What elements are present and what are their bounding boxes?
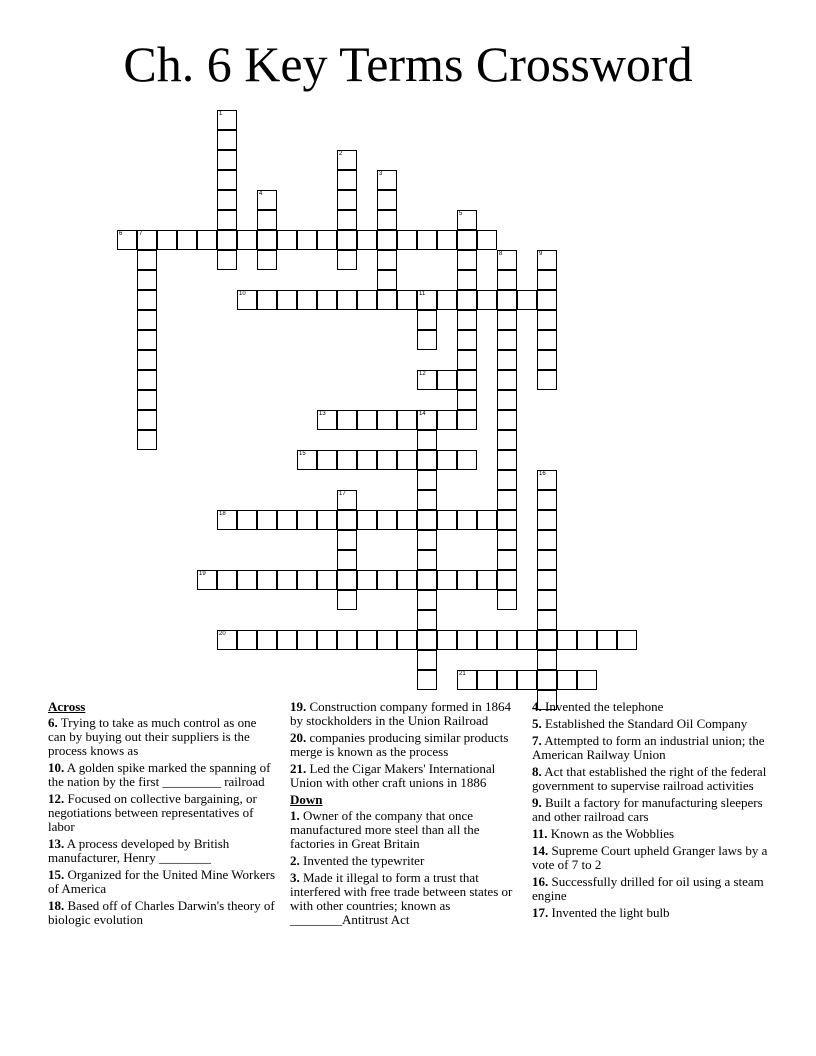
clue-item — [532, 765, 772, 793]
grid-cell[interactable] — [417, 510, 437, 530]
grid-cell[interactable] — [237, 230, 257, 250]
grid-cell[interactable] — [337, 450, 357, 470]
grid-cell[interactable] — [457, 350, 477, 370]
grid-cell[interactable] — [277, 510, 297, 530]
clues-column-2 — [290, 700, 526, 930]
clue-number: 16 — [539, 471, 546, 477]
grid-cell[interactable] — [137, 230, 157, 250]
grid-cell[interactable] — [357, 570, 377, 590]
grid-cell[interactable] — [417, 230, 437, 250]
grid-cell[interactable] — [297, 290, 317, 310]
grid-cell[interactable] — [537, 650, 557, 670]
across-header: Across — [48, 699, 86, 714]
grid-cell[interactable] — [217, 170, 237, 190]
grid-cell[interactable] — [537, 670, 557, 690]
grid-cell[interactable] — [337, 290, 357, 310]
grid-cell[interactable] — [457, 390, 477, 410]
grid-cell[interactable] — [257, 230, 277, 250]
clue-number-label: 5. — [532, 716, 542, 731]
clue-text: companies producing similar products merge is known as the process — [290, 730, 509, 759]
clue-number-label: 21. — [290, 761, 307, 776]
grid-cell[interactable] — [497, 310, 517, 330]
clue-number-label: 1. — [290, 808, 300, 823]
grid-cell[interactable] — [317, 630, 337, 650]
clue-text: Supreme Court upheld Granger laws by a vote of 7 to 2 — [532, 843, 768, 872]
grid-cell[interactable] — [457, 370, 477, 390]
grid-cell[interactable] — [537, 610, 557, 630]
grid-cell[interactable] — [277, 630, 297, 650]
grid-cell[interactable] — [377, 270, 397, 290]
grid-cell[interactable] — [317, 290, 337, 310]
grid-cell[interactable] — [417, 570, 437, 590]
grid-cell[interactable] — [297, 570, 317, 590]
grid-cell[interactable] — [457, 670, 477, 690]
grid-cell[interactable] — [137, 330, 157, 350]
clues-column-1 — [48, 700, 276, 930]
grid-cell[interactable] — [317, 510, 337, 530]
clue-item — [532, 827, 772, 841]
grid-cell[interactable] — [597, 630, 617, 650]
grid-cell[interactable] — [537, 630, 557, 650]
clue-item — [48, 792, 276, 834]
grid-cell[interactable] — [477, 230, 497, 250]
grid-cell[interactable] — [417, 630, 437, 650]
grid-cell[interactable] — [417, 290, 437, 310]
clue-number: 18 — [219, 511, 226, 517]
grid-cell[interactable] — [497, 430, 517, 450]
clue-text: Attempted to form an industrial union; the American Railway Union — [532, 733, 765, 762]
grid-cell[interactable] — [377, 450, 397, 470]
grid-cell[interactable] — [137, 370, 157, 390]
grid-cell[interactable] — [497, 250, 517, 270]
grid-cell[interactable] — [337, 490, 357, 510]
clue-text: A process developed by British manufacturer, Henry ________ — [48, 836, 230, 865]
grid-cell[interactable] — [397, 510, 417, 530]
grid-cell[interactable] — [457, 330, 477, 350]
clue-item — [290, 762, 526, 790]
grid-cell[interactable] — [257, 250, 277, 270]
clue-number: 3 — [379, 171, 383, 177]
clue-number-label: 19. — [290, 699, 307, 714]
clue-number: 19 — [199, 571, 206, 577]
grid-cell[interactable] — [217, 630, 237, 650]
clue-item — [48, 868, 276, 896]
grid-cell[interactable] — [137, 350, 157, 370]
grid-cell[interactable] — [537, 310, 557, 330]
clue-item — [48, 899, 276, 927]
grid-cell[interactable] — [397, 450, 417, 470]
clue-item — [532, 717, 772, 731]
grid-cell[interactable] — [417, 550, 437, 570]
grid-cell[interactable] — [537, 250, 557, 270]
grid-cell[interactable] — [297, 230, 317, 250]
grid-cell[interactable] — [497, 330, 517, 350]
grid-cell[interactable] — [537, 550, 557, 570]
grid-cell[interactable] — [397, 630, 417, 650]
grid-cell[interactable] — [417, 670, 437, 690]
grid-cell[interactable] — [497, 510, 517, 530]
clue-text: Invented the light bulb — [551, 905, 670, 920]
clue-number-label: 8. — [532, 764, 542, 779]
grid-cell[interactable] — [397, 570, 417, 590]
grid-cell[interactable] — [417, 590, 437, 610]
grid-cell[interactable] — [357, 290, 377, 310]
grid-cell[interactable] — [517, 630, 537, 650]
grid-cell[interactable] — [237, 290, 257, 310]
grid-cell[interactable] — [417, 490, 437, 510]
grid-cell[interactable] — [417, 450, 437, 470]
grid-cell[interactable] — [497, 470, 517, 490]
grid-cell[interactable] — [497, 550, 517, 570]
clue-text: Invented the telephone — [545, 699, 664, 714]
clue-number-label: 7. — [532, 733, 542, 748]
grid-cell[interactable] — [497, 350, 517, 370]
grid-cell[interactable] — [437, 370, 457, 390]
clue-number: 21 — [459, 671, 466, 677]
grid-cell[interactable] — [377, 210, 397, 230]
clue-item — [532, 700, 772, 714]
clue-text: Made it illegal to form a trust that interfered with free trade between states or with other countries; known as ________Antitrust Act — [290, 870, 513, 927]
grid-cell[interactable] — [477, 670, 497, 690]
grid-cell[interactable] — [377, 510, 397, 530]
grid-cell[interactable] — [137, 410, 157, 430]
grid-cell[interactable] — [497, 490, 517, 510]
clue-text: Invented the typewriter — [303, 853, 425, 868]
grid-cell[interactable] — [277, 290, 297, 310]
grid-cell[interactable] — [217, 150, 237, 170]
grid-cell[interactable] — [377, 250, 397, 270]
grid-cell[interactable] — [357, 630, 377, 650]
grid-cell[interactable] — [337, 590, 357, 610]
clue-text: Successfully drilled for oil using a steam engine — [532, 874, 764, 903]
grid-cell[interactable] — [137, 290, 157, 310]
clue-text: Established the Standard Oil Company — [545, 716, 748, 731]
clue-text: Trying to take as much control as one can by buying out their suppliers is the process knows as — [48, 715, 257, 758]
grid-cell[interactable] — [297, 510, 317, 530]
grid-cell[interactable] — [457, 450, 477, 470]
grid-cell[interactable] — [317, 450, 337, 470]
grid-cell[interactable] — [137, 310, 157, 330]
grid-cell[interactable] — [417, 610, 437, 630]
grid-cell[interactable] — [217, 230, 237, 250]
grid-cell[interactable] — [337, 550, 357, 570]
grid-cell[interactable] — [457, 230, 477, 250]
grid-cell[interactable] — [457, 510, 477, 530]
grid-cell[interactable] — [577, 630, 597, 650]
grid-cell[interactable] — [457, 210, 477, 230]
clue-number: 9 — [539, 251, 543, 257]
clue-text: Based off of Charles Darwin's theory of biologic evolution — [48, 898, 275, 927]
clue-number-label: 14. — [532, 843, 549, 858]
grid-cell[interactable] — [497, 570, 517, 590]
grid-cell[interactable] — [337, 530, 357, 550]
clue-item — [290, 731, 526, 759]
clue-number-label: 16. — [532, 874, 549, 889]
grid-cell[interactable] — [417, 650, 437, 670]
clue-number: 4 — [259, 191, 263, 197]
grid-cell[interactable] — [537, 270, 557, 290]
grid-cell[interactable] — [537, 530, 557, 550]
grid-cell[interactable] — [377, 230, 397, 250]
clue-number: 5 — [459, 211, 463, 217]
clue-item — [48, 761, 276, 789]
grid-cell[interactable] — [177, 230, 197, 250]
clue-number: 2 — [339, 151, 343, 157]
clue-number: 12 — [419, 371, 426, 377]
grid-cell[interactable] — [317, 230, 337, 250]
grid-cell[interactable] — [237, 570, 257, 590]
grid-cell[interactable] — [537, 570, 557, 590]
clue-text: Act that established the right of the federal government to supervise railroad activities — [532, 764, 767, 793]
clue-text: Focused on collective bargaining, or negotiations between representatives of labor — [48, 791, 257, 834]
grid-cell[interactable] — [537, 290, 557, 310]
grid-cell[interactable] — [617, 630, 637, 650]
clue-item — [48, 837, 276, 865]
grid-cell[interactable] — [457, 310, 477, 330]
grid-cell[interactable] — [317, 570, 337, 590]
grid-cell[interactable] — [337, 210, 357, 230]
clue-text: Organized for the United Mine Workers of America — [48, 867, 275, 896]
grid-cell[interactable] — [457, 270, 477, 290]
grid-cell[interactable] — [257, 190, 277, 210]
grid-cell[interactable] — [417, 430, 437, 450]
clue-item — [532, 796, 772, 824]
clue-number: 1 — [219, 111, 223, 117]
grid-cell[interactable] — [357, 510, 377, 530]
grid-cell[interactable] — [337, 570, 357, 590]
grid-cell[interactable] — [537, 350, 557, 370]
grid-cell[interactable] — [537, 490, 557, 510]
grid-cell[interactable] — [217, 210, 237, 230]
clue-number-label: 20. — [290, 730, 307, 745]
grid-cell[interactable] — [377, 630, 397, 650]
grid-cell[interactable] — [337, 410, 357, 430]
grid-cell[interactable] — [497, 530, 517, 550]
clue-text: Construction company formed in 1864 by stockholders in the Union Railroad — [290, 699, 511, 728]
clue-item — [532, 844, 772, 872]
clue-number: 6 — [119, 231, 123, 237]
grid-cell[interactable] — [257, 570, 277, 590]
clue-number-label: 6. — [48, 715, 58, 730]
grid-cell[interactable] — [417, 470, 437, 490]
grid-cell[interactable] — [497, 390, 517, 410]
grid-cell[interactable] — [417, 410, 437, 430]
grid-cell[interactable] — [277, 570, 297, 590]
grid-cell[interactable] — [437, 510, 457, 530]
grid-cell[interactable] — [137, 250, 157, 270]
clue-item — [48, 716, 276, 758]
grid-cell[interactable] — [457, 290, 477, 310]
grid-cell[interactable] — [537, 330, 557, 350]
clue-text: Known as the Wobblies — [550, 826, 675, 841]
grid-cell[interactable] — [337, 170, 357, 190]
clue-text: A golden spike marked the spanning of the nation by the first _________ railroad — [48, 760, 271, 789]
grid-cell[interactable] — [457, 630, 477, 650]
clue-number-label: 10. — [48, 760, 65, 775]
clue-number-label: 18. — [48, 898, 65, 913]
grid-cell[interactable] — [397, 230, 417, 250]
grid-cell[interactable] — [117, 230, 137, 250]
clue-number: 8 — [499, 251, 503, 257]
grid-cell[interactable] — [197, 230, 217, 250]
clue-item — [532, 734, 772, 762]
grid-cell[interactable] — [457, 410, 477, 430]
grid-cell[interactable] — [137, 390, 157, 410]
clue-number: 10 — [239, 291, 246, 297]
grid-cell[interactable] — [497, 370, 517, 390]
grid-cell[interactable] — [437, 290, 457, 310]
clue-number-label: 3. — [290, 870, 300, 885]
grid-cell[interactable] — [377, 190, 397, 210]
grid-cell[interactable] — [397, 410, 417, 430]
grid-cell[interactable] — [537, 370, 557, 390]
grid-cell[interactable] — [457, 250, 477, 270]
clue-number: 14 — [419, 411, 426, 417]
grid-cell[interactable] — [457, 570, 477, 590]
grid-cell[interactable] — [157, 230, 177, 250]
grid-cell[interactable] — [417, 370, 437, 390]
grid-cell[interactable] — [377, 170, 397, 190]
clue-number: 15 — [299, 451, 306, 457]
grid-cell[interactable] — [437, 230, 457, 250]
grid-cell[interactable] — [217, 250, 237, 270]
grid-cell[interactable] — [497, 270, 517, 290]
clue-number-label: 15. — [48, 867, 65, 882]
puzzle-title: Ch. 6 Key Terms Crossword — [123, 36, 693, 92]
grid-cell[interactable] — [237, 630, 257, 650]
grid-cell[interactable] — [477, 570, 497, 590]
grid-cell[interactable] — [517, 670, 537, 690]
clue-number-label: 11. — [532, 826, 548, 841]
grid-cell[interactable] — [317, 410, 337, 430]
grid-cell[interactable] — [497, 290, 517, 310]
down-header: Down — [290, 792, 323, 807]
grid-cell[interactable] — [297, 630, 317, 650]
grid-cell[interactable] — [337, 510, 357, 530]
clue-item — [290, 700, 526, 728]
grid-cell[interactable] — [477, 290, 497, 310]
grid-cell[interactable] — [377, 570, 397, 590]
grid-cell[interactable] — [437, 410, 457, 430]
grid-cell[interactable] — [557, 630, 577, 650]
clue-item — [290, 871, 526, 927]
grid-cell[interactable] — [137, 430, 157, 450]
grid-cell[interactable] — [197, 570, 217, 590]
clue-number: 17 — [339, 491, 346, 497]
grid-cell[interactable] — [297, 450, 317, 470]
grid-cell[interactable] — [217, 510, 237, 530]
clue-number-label: 9. — [532, 795, 542, 810]
clues-column-3 — [532, 700, 772, 923]
grid-cell[interactable] — [537, 590, 557, 610]
grid-cell[interactable] — [337, 250, 357, 270]
grid-cell[interactable] — [417, 330, 437, 350]
grid-cell[interactable] — [257, 290, 277, 310]
grid-cell[interactable] — [497, 410, 517, 430]
grid-cell[interactable] — [237, 510, 257, 530]
grid-cell[interactable] — [497, 450, 517, 470]
grid-cell[interactable] — [437, 630, 457, 650]
grid-cell[interactable] — [497, 590, 517, 610]
grid-cell[interactable] — [257, 210, 277, 230]
clue-item — [290, 854, 526, 868]
grid-cell[interactable] — [437, 570, 457, 590]
clue-number-label: 4. — [532, 699, 542, 714]
grid-cell[interactable] — [377, 290, 397, 310]
grid-cell[interactable] — [437, 450, 457, 470]
grid-cell[interactable] — [137, 270, 157, 290]
clue-number-label: 17. — [532, 905, 549, 920]
clue-item — [290, 809, 526, 851]
grid-cell[interactable] — [257, 510, 277, 530]
grid-cell[interactable] — [557, 670, 577, 690]
grid-cell[interactable] — [217, 110, 237, 130]
clue-number: 11 — [419, 291, 426, 297]
grid-cell[interactable] — [337, 150, 357, 170]
grid-cell[interactable] — [497, 670, 517, 690]
grid-cell[interactable] — [377, 410, 397, 430]
clue-number-label: 12. — [48, 791, 65, 806]
grid-cell[interactable] — [417, 310, 437, 330]
clue-text: Built a factory for manufacturing sleepers and other railroad cars — [532, 795, 763, 824]
grid-cell[interactable] — [357, 410, 377, 430]
clue-number-label: 2. — [290, 853, 300, 868]
grid-cell[interactable] — [497, 630, 517, 650]
grid-cell[interactable] — [217, 190, 237, 210]
grid-cell[interactable] — [477, 630, 497, 650]
grid-cell[interactable] — [577, 670, 597, 690]
grid-cell[interactable] — [257, 630, 277, 650]
grid-cell[interactable] — [537, 470, 557, 490]
grid-cell[interactable] — [537, 510, 557, 530]
grid-cell[interactable] — [417, 530, 437, 550]
clue-item — [532, 875, 772, 903]
clue-number-label: 13. — [48, 836, 65, 851]
grid-cell[interactable] — [477, 510, 497, 530]
grid-cell[interactable] — [277, 230, 297, 250]
clue-item — [532, 906, 772, 920]
grid-cell[interactable] — [397, 290, 417, 310]
grid-cell[interactable] — [357, 450, 377, 470]
clue-text: Owner of the company that once manufactured more steel than all the factories in Great Britain — [290, 808, 480, 851]
grid-cell[interactable] — [517, 290, 537, 310]
clue-number: 13 — [319, 411, 326, 417]
clue-number: 7 — [139, 231, 143, 237]
grid-cell[interactable] — [337, 190, 357, 210]
clue-number: 20 — [219, 631, 226, 637]
grid-cell[interactable] — [217, 130, 237, 150]
grid-cell[interactable] — [357, 230, 377, 250]
grid-cell[interactable] — [337, 630, 357, 650]
grid-cell[interactable] — [337, 230, 357, 250]
clue-text: Led the Cigar Makers' International Union with other craft unions in 1886 — [290, 761, 496, 790]
grid-cell[interactable] — [217, 570, 237, 590]
